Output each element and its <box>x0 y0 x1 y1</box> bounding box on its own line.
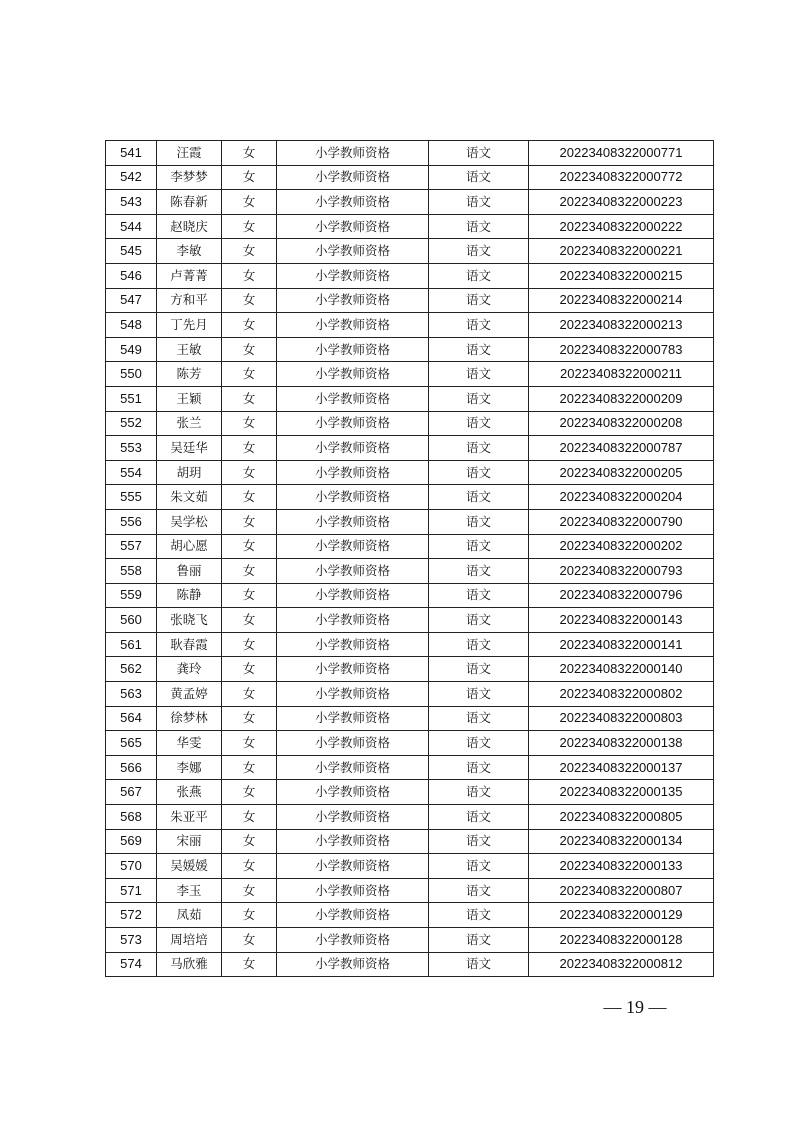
row-number: 543 <box>106 190 157 215</box>
subject-cell: 语文 <box>429 632 529 657</box>
row-number: 574 <box>106 952 157 977</box>
certificate-number-cell: 20223408322000135 <box>529 780 714 805</box>
certificate-type-cell: 小学教师资格 <box>277 337 429 362</box>
gender-cell: 女 <box>222 632 277 657</box>
table-row <box>106 239 714 264</box>
row-number: 566 <box>106 755 157 780</box>
name-cell: 耿春霞 <box>157 632 222 657</box>
gender-cell: 女 <box>222 608 277 633</box>
name-cell: 赵晓庆 <box>157 214 222 239</box>
certificate-number-cell: 20223408322000790 <box>529 509 714 534</box>
row-number: 542 <box>106 165 157 190</box>
certificate-type-cell: 小学教师资格 <box>277 559 429 584</box>
name-cell: 吴媛媛 <box>157 854 222 879</box>
gender-cell: 女 <box>222 682 277 707</box>
certificate-number-cell: 20223408322000209 <box>529 386 714 411</box>
name-cell: 宋丽 <box>157 829 222 854</box>
name-cell: 吴廷华 <box>157 436 222 461</box>
row-number: 562 <box>106 657 157 682</box>
certificate-type-cell: 小学教师资格 <box>277 411 429 436</box>
certificate-type-cell: 小学教师资格 <box>277 829 429 854</box>
gender-cell: 女 <box>222 460 277 485</box>
certificate-type-cell: 小学教师资格 <box>277 386 429 411</box>
table-row <box>106 460 714 485</box>
certificate-number-cell: 20223408322000796 <box>529 583 714 608</box>
row-number: 550 <box>106 362 157 387</box>
row-number: 552 <box>106 411 157 436</box>
table-row <box>106 706 714 731</box>
subject-cell: 语文 <box>429 165 529 190</box>
name-cell: 鲁丽 <box>157 559 222 584</box>
name-cell: 吴学松 <box>157 509 222 534</box>
subject-cell: 语文 <box>429 731 529 756</box>
gender-cell: 女 <box>222 657 277 682</box>
row-number: 571 <box>106 878 157 903</box>
gender-cell: 女 <box>222 706 277 731</box>
gender-cell: 女 <box>222 263 277 288</box>
table-row <box>106 337 714 362</box>
name-cell: 方和平 <box>157 288 222 313</box>
gender-cell: 女 <box>222 559 277 584</box>
name-cell: 张晓飞 <box>157 608 222 633</box>
gender-cell: 女 <box>222 239 277 264</box>
gender-cell: 女 <box>222 411 277 436</box>
certificate-type-cell: 小学教师资格 <box>277 706 429 731</box>
gender-cell: 女 <box>222 534 277 559</box>
certificate-number-cell: 20223408322000221 <box>529 239 714 264</box>
subject-cell: 语文 <box>429 829 529 854</box>
certificate-number-cell: 20223408322000143 <box>529 608 714 633</box>
table-row <box>106 657 714 682</box>
certificate-type-cell: 小学教师资格 <box>277 288 429 313</box>
table-row <box>106 362 714 387</box>
gender-cell: 女 <box>222 485 277 510</box>
name-cell: 黄孟婷 <box>157 682 222 707</box>
certificate-type-cell: 小学教师资格 <box>277 928 429 953</box>
subject-cell: 语文 <box>429 755 529 780</box>
row-number: 556 <box>106 509 157 534</box>
subject-cell: 语文 <box>429 706 529 731</box>
name-cell: 朱亚平 <box>157 805 222 830</box>
gender-cell: 女 <box>222 731 277 756</box>
certificate-number-cell: 20223408322000771 <box>529 141 714 166</box>
table-row <box>106 780 714 805</box>
certificate-type-cell: 小学教师资格 <box>277 657 429 682</box>
name-cell: 李敏 <box>157 239 222 264</box>
table-row <box>106 952 714 977</box>
certificate-number-cell: 20223408322000772 <box>529 165 714 190</box>
certificate-type-cell: 小学教师资格 <box>277 903 429 928</box>
name-cell: 龚玲 <box>157 657 222 682</box>
certificate-number-cell: 20223408322000805 <box>529 805 714 830</box>
row-number: 546 <box>106 263 157 288</box>
subject-cell: 语文 <box>429 805 529 830</box>
gender-cell: 女 <box>222 509 277 534</box>
certificate-number-cell: 20223408322000812 <box>529 952 714 977</box>
table-row <box>106 731 714 756</box>
subject-cell: 语文 <box>429 214 529 239</box>
row-number: 564 <box>106 706 157 731</box>
gender-cell: 女 <box>222 337 277 362</box>
table-row <box>106 755 714 780</box>
certificate-type-cell: 小学教师资格 <box>277 436 429 461</box>
certificate-number-cell: 20223408322000787 <box>529 436 714 461</box>
certificate-type-cell: 小学教师资格 <box>277 165 429 190</box>
name-cell: 李梦梦 <box>157 165 222 190</box>
subject-cell: 语文 <box>429 583 529 608</box>
subject-cell: 语文 <box>429 903 529 928</box>
gender-cell: 女 <box>222 928 277 953</box>
name-cell: 马欣雅 <box>157 952 222 977</box>
gender-cell: 女 <box>222 903 277 928</box>
table-body <box>106 141 714 977</box>
name-cell: 卢菁菁 <box>157 263 222 288</box>
row-number: 560 <box>106 608 157 633</box>
table-row <box>106 583 714 608</box>
name-cell: 李玉 <box>157 878 222 903</box>
table-row <box>106 411 714 436</box>
certificate-type-cell: 小学教师资格 <box>277 755 429 780</box>
certificate-number-cell: 20223408322000223 <box>529 190 714 215</box>
name-cell: 胡玥 <box>157 460 222 485</box>
row-number: 559 <box>106 583 157 608</box>
certificate-number-cell: 20223408322000141 <box>529 632 714 657</box>
certificate-type-cell: 小学教师资格 <box>277 313 429 338</box>
row-number: 545 <box>106 239 157 264</box>
gender-cell: 女 <box>222 952 277 977</box>
name-cell: 王颖 <box>157 386 222 411</box>
certificate-number-cell: 20223408322000140 <box>529 657 714 682</box>
gender-cell: 女 <box>222 165 277 190</box>
subject-cell: 语文 <box>429 239 529 264</box>
name-cell: 张燕 <box>157 780 222 805</box>
table-row <box>106 165 714 190</box>
row-number: 551 <box>106 386 157 411</box>
gender-cell: 女 <box>222 583 277 608</box>
row-number: 561 <box>106 632 157 657</box>
certificate-number-cell: 20223408322000138 <box>529 731 714 756</box>
certificate-type-cell: 小学教师资格 <box>277 362 429 387</box>
certificate-type-cell: 小学教师资格 <box>277 214 429 239</box>
certificate-number-cell: 20223408322000134 <box>529 829 714 854</box>
certificate-type-cell: 小学教师资格 <box>277 952 429 977</box>
row-number: 567 <box>106 780 157 805</box>
certificate-type-cell: 小学教师资格 <box>277 682 429 707</box>
table-row <box>106 386 714 411</box>
gender-cell: 女 <box>222 878 277 903</box>
certificate-type-cell: 小学教师资格 <box>277 878 429 903</box>
table-row <box>106 288 714 313</box>
name-cell: 李娜 <box>157 755 222 780</box>
certificate-type-cell: 小学教师资格 <box>277 632 429 657</box>
table-row <box>106 313 714 338</box>
certificate-number-cell: 20223408322000222 <box>529 214 714 239</box>
page-number: — 19 — <box>603 997 667 1017</box>
row-number: 555 <box>106 485 157 510</box>
subject-cell: 语文 <box>429 928 529 953</box>
gender-cell: 女 <box>222 386 277 411</box>
gender-cell: 女 <box>222 190 277 215</box>
certificate-type-cell: 小学教师资格 <box>277 190 429 215</box>
table-row <box>106 436 714 461</box>
row-number: 547 <box>106 288 157 313</box>
certificate-number-cell: 20223408322000803 <box>529 706 714 731</box>
certificate-type-cell: 小学教师资格 <box>277 485 429 510</box>
subject-cell: 语文 <box>429 288 529 313</box>
certificate-type-cell: 小学教师资格 <box>277 583 429 608</box>
table-row <box>106 632 714 657</box>
certificate-number-cell: 20223408322000133 <box>529 854 714 879</box>
certificate-type-cell: 小学教师资格 <box>277 805 429 830</box>
row-number: 558 <box>106 559 157 584</box>
table-row <box>106 485 714 510</box>
name-cell: 周培培 <box>157 928 222 953</box>
certificate-number-cell: 20223408322000128 <box>529 928 714 953</box>
name-cell: 张兰 <box>157 411 222 436</box>
table-row <box>106 928 714 953</box>
table-row <box>106 509 714 534</box>
certificate-number-cell: 20223408322000129 <box>529 903 714 928</box>
gender-cell: 女 <box>222 854 277 879</box>
row-number: 569 <box>106 829 157 854</box>
subject-cell: 语文 <box>429 608 529 633</box>
subject-cell: 语文 <box>429 460 529 485</box>
subject-cell: 语文 <box>429 682 529 707</box>
certificate-number-cell: 20223408322000807 <box>529 878 714 903</box>
subject-cell: 语文 <box>429 509 529 534</box>
name-cell: 陈静 <box>157 583 222 608</box>
certificate-number-cell: 20223408322000211 <box>529 362 714 387</box>
certificate-number-cell: 20223408322000205 <box>529 460 714 485</box>
table-row <box>106 214 714 239</box>
table-row <box>106 559 714 584</box>
subject-cell: 语文 <box>429 190 529 215</box>
certificate-type-cell: 小学教师资格 <box>277 731 429 756</box>
name-cell: 陈芳 <box>157 362 222 387</box>
certificate-number-cell: 20223408322000793 <box>529 559 714 584</box>
subject-cell: 语文 <box>429 878 529 903</box>
certificate-type-cell: 小学教师资格 <box>277 854 429 879</box>
subject-cell: 语文 <box>429 411 529 436</box>
certificate-type-cell: 小学教师资格 <box>277 141 429 166</box>
name-cell: 丁先月 <box>157 313 222 338</box>
certificate-type-cell: 小学教师资格 <box>277 608 429 633</box>
subject-cell: 语文 <box>429 313 529 338</box>
subject-cell: 语文 <box>429 657 529 682</box>
subject-cell: 语文 <box>429 780 529 805</box>
row-number: 568 <box>106 805 157 830</box>
row-number: 557 <box>106 534 157 559</box>
table-row <box>106 903 714 928</box>
gender-cell: 女 <box>222 288 277 313</box>
subject-cell: 语文 <box>429 952 529 977</box>
table-row <box>106 190 714 215</box>
name-cell: 胡心愿 <box>157 534 222 559</box>
certificate-list-table <box>105 140 714 977</box>
subject-cell: 语文 <box>429 559 529 584</box>
certificate-number-cell: 20223408322000802 <box>529 682 714 707</box>
name-cell: 陈春新 <box>157 190 222 215</box>
row-number: 548 <box>106 313 157 338</box>
row-number: 541 <box>106 141 157 166</box>
table-row <box>106 608 714 633</box>
gender-cell: 女 <box>222 214 277 239</box>
table-row <box>106 829 714 854</box>
subject-cell: 语文 <box>429 337 529 362</box>
table-row <box>106 854 714 879</box>
table-row <box>106 141 714 166</box>
name-cell: 凤茹 <box>157 903 222 928</box>
certificate-type-cell: 小学教师资格 <box>277 460 429 485</box>
certificate-number-cell: 20223408322000214 <box>529 288 714 313</box>
certificate-number-cell: 20223408322000202 <box>529 534 714 559</box>
subject-cell: 语文 <box>429 534 529 559</box>
table-row <box>106 878 714 903</box>
gender-cell: 女 <box>222 755 277 780</box>
certificate-type-cell: 小学教师资格 <box>277 534 429 559</box>
table-row <box>106 805 714 830</box>
certificate-number-cell: 20223408322000137 <box>529 755 714 780</box>
subject-cell: 语文 <box>429 263 529 288</box>
name-cell: 朱文茹 <box>157 485 222 510</box>
row-number: 572 <box>106 903 157 928</box>
table-row <box>106 682 714 707</box>
row-number: 553 <box>106 436 157 461</box>
row-number: 563 <box>106 682 157 707</box>
table-row <box>106 263 714 288</box>
gender-cell: 女 <box>222 805 277 830</box>
certificate-type-cell: 小学教师资格 <box>277 509 429 534</box>
row-number: 565 <box>106 731 157 756</box>
certificate-type-cell: 小学教师资格 <box>277 263 429 288</box>
subject-cell: 语文 <box>429 362 529 387</box>
gender-cell: 女 <box>222 780 277 805</box>
name-cell: 汪霞 <box>157 141 222 166</box>
gender-cell: 女 <box>222 829 277 854</box>
row-number: 554 <box>106 460 157 485</box>
subject-cell: 语文 <box>429 854 529 879</box>
row-number: 544 <box>106 214 157 239</box>
gender-cell: 女 <box>222 141 277 166</box>
name-cell: 王敏 <box>157 337 222 362</box>
name-cell: 徐梦林 <box>157 706 222 731</box>
certificate-type-cell: 小学教师资格 <box>277 780 429 805</box>
row-number: 549 <box>106 337 157 362</box>
gender-cell: 女 <box>222 436 277 461</box>
certificate-type-cell: 小学教师资格 <box>277 239 429 264</box>
row-number: 573 <box>106 928 157 953</box>
row-number: 570 <box>106 854 157 879</box>
certificate-number-cell: 20223408322000783 <box>529 337 714 362</box>
name-cell: 华雯 <box>157 731 222 756</box>
gender-cell: 女 <box>222 362 277 387</box>
table-row <box>106 534 714 559</box>
subject-cell: 语文 <box>429 436 529 461</box>
subject-cell: 语文 <box>429 485 529 510</box>
subject-cell: 语文 <box>429 141 529 166</box>
certificate-number-cell: 20223408322000215 <box>529 263 714 288</box>
certificate-number-cell: 20223408322000204 <box>529 485 714 510</box>
certificate-number-cell: 20223408322000213 <box>529 313 714 338</box>
certificate-number-cell: 20223408322000208 <box>529 411 714 436</box>
gender-cell: 女 <box>222 313 277 338</box>
subject-cell: 语文 <box>429 386 529 411</box>
